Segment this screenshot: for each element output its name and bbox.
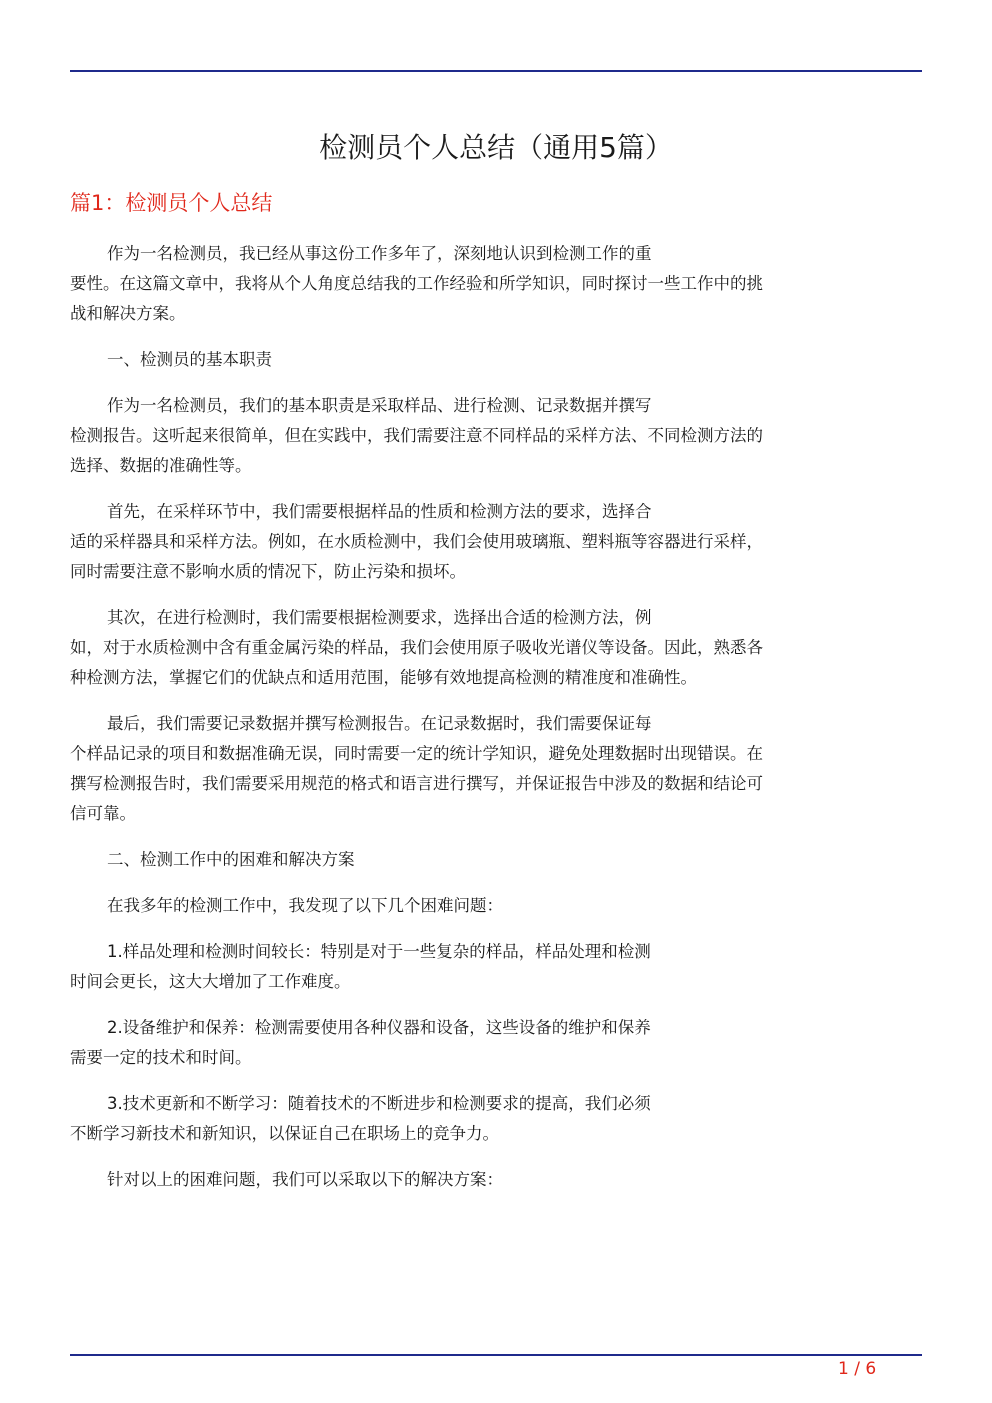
paragraph-continuation: [70, 1119, 922, 1149]
paragraph-line: 适的采样器具和采样方法。例如，在水质检测中，我们会使用玻璃瓶、塑料瓶等容器进行采样，: [70, 532, 763, 551]
paragraph: [70, 391, 922, 481]
paragraph-line: 要性。在这篇文章中，我将从个人角度总结我的工作经验和所学知识，同时探讨一些工作中的挑: [70, 274, 763, 293]
paragraph-first-line: 作为一名检测员，我已经从事这份工作多年了，深刻地认识到检测工作的重: [107, 244, 652, 263]
paragraph: [70, 937, 922, 997]
paragraph: [70, 709, 922, 829]
footer-rule: [70, 1354, 922, 1356]
paragraph-first-line: 其次，在进行检测时，我们需要根据检测要求，选择出合适的检测方法，例: [107, 608, 652, 627]
paragraph: [70, 239, 922, 329]
paragraph-line: 如，对于水质检测中含有重金属污染的样品，我们会使用原子吸收光谱仪等设备。因此，熟悉各: [70, 638, 763, 657]
paragraph-first-line: 最后，我们需要记录数据并撰写检测报告。在记录数据时，我们需要保证每: [107, 714, 652, 733]
paragraph-line: 战和解决方案。: [70, 304, 186, 323]
header-rule: [70, 70, 922, 72]
paragraph-first-line: 作为一名检测员，我们的基本职责是采取样品、进行检测、记录数据并撰写: [107, 396, 652, 415]
paragraph-continuation: [70, 421, 922, 481]
paragraph: [70, 345, 922, 375]
paragraph-continuation: [70, 967, 922, 997]
paragraph: [70, 845, 922, 875]
paragraph-line: 时间会更长，这大大增加了工作难度。: [70, 972, 351, 991]
paragraph-first-line: 针对以上的困难问题，我们可以采取以下的解决方案：: [107, 1170, 503, 1189]
paragraph-line: 撰写检测报告时，我们需要采用规范的格式和语言进行撰写，并保证报告中涉及的数据和结论可: [70, 774, 763, 793]
paragraph-line: 不断学习新技术和新知识，以保证自己在职场上的竞争力。: [70, 1124, 499, 1143]
page-number: 1 / 6: [838, 1359, 877, 1379]
paragraph-first-line: 首先，在采样环节中，我们需要根据样品的性质和检测方法的要求，选择合: [107, 502, 652, 521]
paragraph-continuation: [70, 527, 922, 587]
paragraph: [70, 603, 922, 693]
paragraph-line: 需要一定的技术和时间。: [70, 1048, 252, 1067]
section-title: 篇1：检测员个人总结: [70, 191, 273, 215]
paragraph-line: 检测报告。这听起来很简单，但在实践中，我们需要注意不同样品的采样方法、不同检测方法的: [70, 426, 763, 445]
paragraph-first-line: 3.技术更新和不断学习：随着技术的不断进步和检测要求的提高，我们必须: [107, 1094, 651, 1113]
paragraph-first-line: 一、检测员的基本职责: [107, 350, 272, 369]
paragraph: [70, 1089, 922, 1149]
paragraph-continuation: [70, 633, 922, 693]
paragraph-line: 同时需要注意不影响水质的情况下，防止污染和损坏。: [70, 562, 466, 581]
paragraph: [70, 1013, 922, 1073]
document-title: 检测员个人总结（通用5篇）: [319, 131, 673, 164]
paragraph-line: 个样品记录的项目和数据准确无误，同时需要一定的统计学知识，避免处理数据时出现错误。在: [70, 744, 763, 763]
paragraph-continuation: [70, 739, 922, 829]
paragraph-first-line: 二、检测工作中的困难和解决方案: [107, 850, 355, 869]
paragraph-line: 选择、数据的准确性等。: [70, 456, 252, 475]
paragraph: [70, 497, 922, 587]
paragraph: [70, 1165, 922, 1195]
paragraph-first-line: 在我多年的检测工作中，我发现了以下几个困难问题：: [107, 896, 503, 915]
paragraph-line: 信可靠。: [70, 804, 136, 823]
paragraph-line: 种检测方法，掌握它们的优缺点和适用范围，能够有效地提高检测的精准度和准确性。: [70, 668, 697, 687]
paragraph-continuation: [70, 269, 922, 329]
paragraph-continuation: [70, 1043, 922, 1073]
paragraph: [70, 891, 922, 921]
paragraph-first-line: 1.样品处理和检测时间较长：特别是对于一些复杂的样品，样品处理和检测: [107, 942, 651, 961]
document-body: [70, 239, 922, 1211]
paragraph-first-line: 2.设备维护和保养：检测需要使用各种仪器和设备，这些设备的维护和保养: [107, 1018, 651, 1037]
